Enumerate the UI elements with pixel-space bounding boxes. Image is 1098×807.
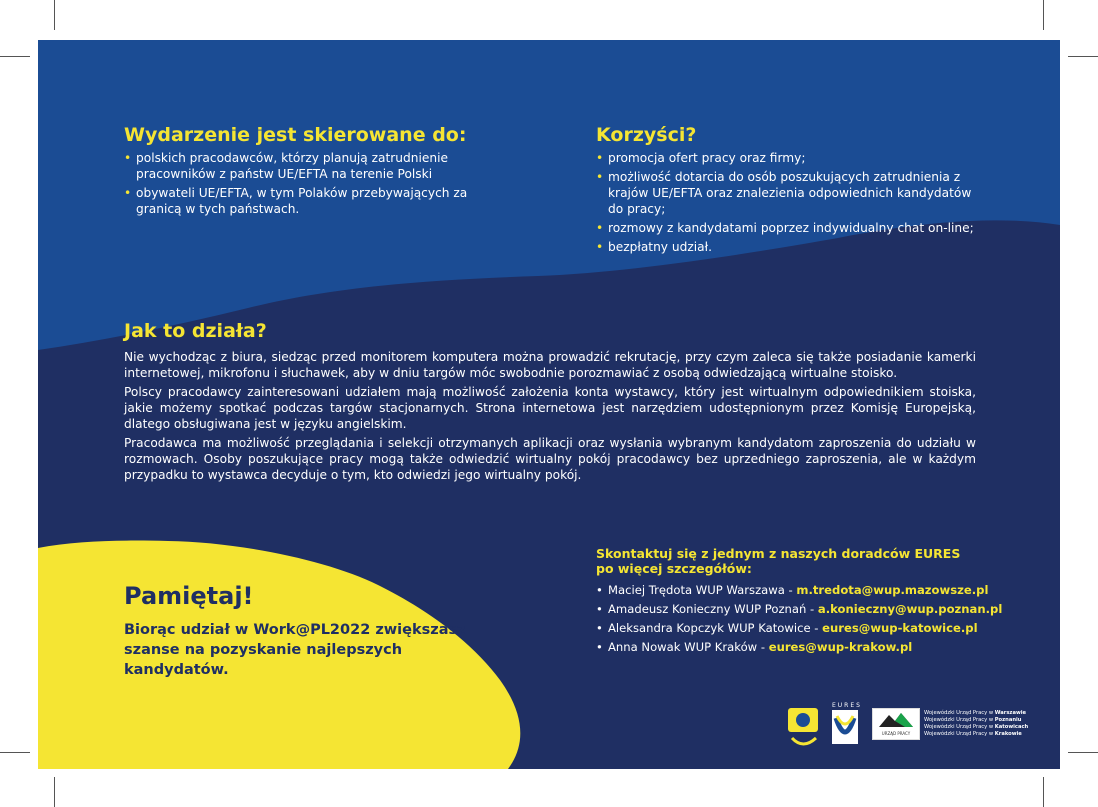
contact-item [596,582,1016,598]
wup-office-line: Wojewódzki Urząd Pracy w Krakowie [924,731,1022,737]
target-section [124,124,504,220]
crop-mark [0,56,30,57]
wup-logo-icon [873,709,919,731]
crop-mark [54,0,55,30]
benefits-list [596,150,1016,255]
contact-name: Aleksandra Kopczyk WUP Katowice - [608,621,823,635]
target-title: Wydarzenie jest skierowane do: [124,124,467,146]
contact-email[interactable]: eures@wup-katowice.pl [822,621,978,635]
crop-mark [1043,0,1044,30]
crop-mark [1068,56,1098,57]
remember-section [124,582,484,680]
eures-logo-icon [828,702,862,754]
how-section [124,320,976,486]
how-paragraph: Nie wychodząc z biura, siedząc przed monitorem komputera można prowadzić rekrutację, przy czym zaleca się także posiadanie kamerki internetowej, mikrofonu i słuchawek, aby w dniu targów móc swobodnie porozmawiać z osobą odwiedzającą wirtualne stoisko. [124,350,976,380]
logos-strip [786,702,1056,762]
list-item: • polskich pracodawców, którzy planują zatrudnienie pracowników z państw UE/EFTA na terenie Polski [124,150,504,182]
list-item: • obywateli UE/EFTA, w tym Polaków przebywających za granicą w tych państwach. [124,185,504,217]
remember-text: Biorąc udział w Work@PL2022 zwiększasz szanse na pozyskanie najlepszych kandydatów. [124,622,466,678]
contact-email[interactable]: m.tredota@wup.mazowsze.pl [796,583,989,597]
crop-mark [0,752,30,753]
wup-badge: URZĄD PRACY [881,731,911,736]
wup-logo [872,708,920,740]
contact-list [596,582,1016,655]
benefits-section [596,124,1016,258]
contact-name: Amadeusz Konieczny WUP Poznań - [608,602,818,616]
remember-title: Pamiętaj! [124,582,254,610]
contact-name: Anna Nowak WUP Kraków - [608,640,769,654]
how-paragraph: Pracodawca ma możliwość przeglądania i selekcji otrzymanych aplikacji oraz wysłania wybranym kandydatom zaproszenia do udziału w rozmowach. Osoby poszukujące pracy mogą także odwiedzić wirtualny pokój pracodawcy bez uprzedniego zaproszenia, ale w każdym przypadku to wystawca decyduje o tym, kto odwiedzi jego wirtualny pokój. [124,436,976,482]
target-list [124,150,504,217]
crop-mark [54,777,55,807]
contact-email[interactable]: eures@wup-krakow.pl [768,640,913,654]
contact-item [596,639,1016,655]
poster [38,40,1060,769]
eures-label: EURES [832,702,862,709]
contact-item [596,620,1016,636]
wup-office-line: Wojewódzki Urząd Pracy w Poznaniu [924,717,1022,723]
list-item: • możliwość dotarcia do osób poszukujących zatrudnienia z krajów UE/EFTA oraz znalezienia odpowiednich kandydatów do pracy; [596,169,973,217]
contact-email[interactable]: a.konieczny@wup.poznan.pl [817,602,1003,616]
benefits-title: Korzyści? [596,124,697,146]
contact-section [596,546,1016,658]
list-item: • bezpłatny udział. [596,239,1016,255]
how-title: Jak to działa? [124,320,267,342]
contact-heading: Skontaktuj się z jednym z naszych doradców EURES po więcej szczegółów: [596,546,961,576]
wup-offices [924,710,1054,738]
wup-office-line: Wojewódzki Urząd Pracy w Warszawie [924,710,1027,716]
crop-mark [1043,777,1044,807]
workpl-logo-icon [786,704,822,754]
wup-office-line: Wojewódzki Urząd Pracy w Katowicach [924,724,1029,730]
crop-mark [1068,752,1098,753]
contact-item [596,601,1016,617]
list-item: • rozmowy z kandydatami poprzez indywidualny chat on-line; [596,220,1016,236]
contact-name: Maciej Trędota WUP Warszawa - [608,583,797,597]
list-item: • promocja ofert pracy oraz firmy; [596,150,1016,166]
how-paragraph: Polscy pracodawcy zainteresowani udziałem mają możliwość założenia konta wystawcy, który jest wirtualnym odpowiednikiem stoiska, jakie możemy spotkać podczas targów stacjonarnych. Strona internetowa jest narzędziem udostępnionym przez Komisję Europejską, dlatego obsługiwana jest w języku angielskim. [124,385,976,431]
